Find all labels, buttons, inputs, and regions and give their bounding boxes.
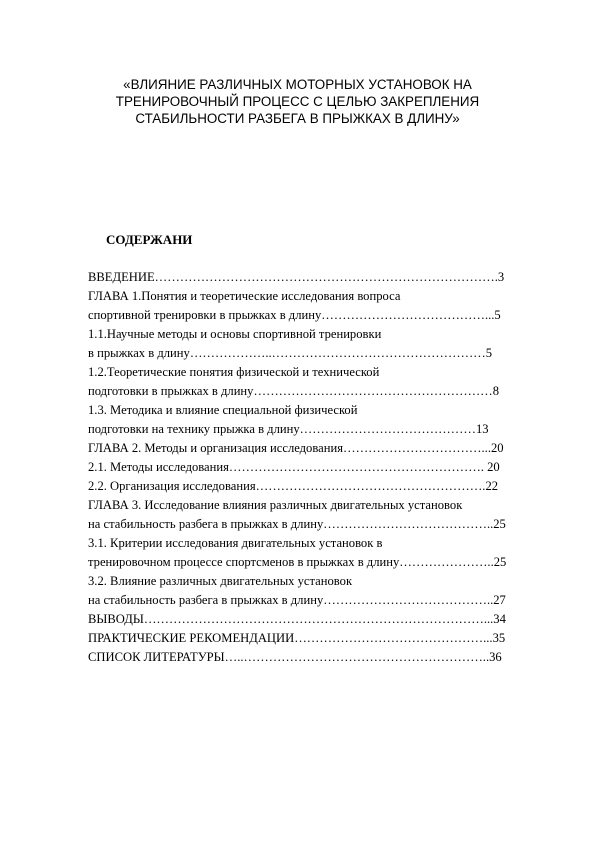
title-line: СТАБИЛЬНОСТИ РАЗБЕГА В ПРЫЖКАХ В ДЛИНУ»	[135, 111, 460, 126]
toc-line: 1.2.Теоретические понятия физической и технической	[88, 365, 380, 379]
contents-heading: СОДЕРЖАНИ	[106, 232, 193, 247]
toc-line: спортивной тренировки в прыжках в длину…………………………………...5	[88, 308, 501, 322]
toc-line: ГЛАВА 3. Исследование влияния различных двигательных установок	[88, 498, 463, 512]
toc-line: подготовки в прыжках в длину…………………………………………………8	[88, 384, 500, 398]
title-line: «ВЛИЯНИЕ РАЗЛИЧНЫХ МОТОРНЫХ УСТАНОВОК НА	[123, 77, 472, 92]
toc-line: 2.1. Методы исследования……………………………………………………. 20	[88, 460, 500, 474]
toc-line: ГЛАВА 2. Методы и организация исследования……………………………...20	[88, 441, 504, 455]
toc-line: в прыжках в длину………………..……………………………………………5	[88, 346, 493, 360]
title-line: ТРЕНИРОВОЧНЫЙ ПРОЦЕСС С ЦЕЛЬЮ ЗАКРЕПЛЕНИЯ	[115, 94, 480, 109]
document-title	[0, 76, 595, 127]
toc-line: 1.1.Научные методы и основы спортивной тренировки	[88, 327, 382, 341]
toc-line: ПРАКТИЧЕСКИЕ РЕКОМЕНДАЦИИ………………………………………...35	[88, 631, 506, 645]
toc-line: 3.2. Влияние различных двигательных установок	[88, 574, 353, 588]
toc-line: 3.1. Критерии исследования двигательных установок в	[88, 536, 383, 550]
toc-line: ВВЕДЕНИЕ……………………………………………………………………….3	[88, 270, 505, 284]
toc-line: ГЛАВА 1.Понятия и теоретические исследования вопроса	[88, 289, 401, 303]
toc-line: на стабильность разбега в прыжках в длину…………………………………..27	[88, 593, 506, 607]
toc-line: 2.2. Организация исследования……………………………………………….22	[88, 479, 499, 493]
toc-line: СПИСОК ЛИТЕРАТУРЫ…..…………………………………………………..36	[88, 650, 502, 664]
table-of-contents	[88, 268, 548, 667]
toc-line: ВЫВОДЫ………………………………………………………………………...34	[88, 612, 506, 626]
toc-line: тренировочном процессе спортсменов в прыжках в длину…………………..25	[88, 555, 507, 569]
toc-line: на стабильность разбега в прыжках в длину…………………………………..25	[88, 517, 506, 531]
toc-line: 1.3. Методика и влияние специальной физической	[88, 403, 358, 417]
toc-line: подготовки на технику прыжка в длину……………………………………13	[88, 422, 489, 436]
